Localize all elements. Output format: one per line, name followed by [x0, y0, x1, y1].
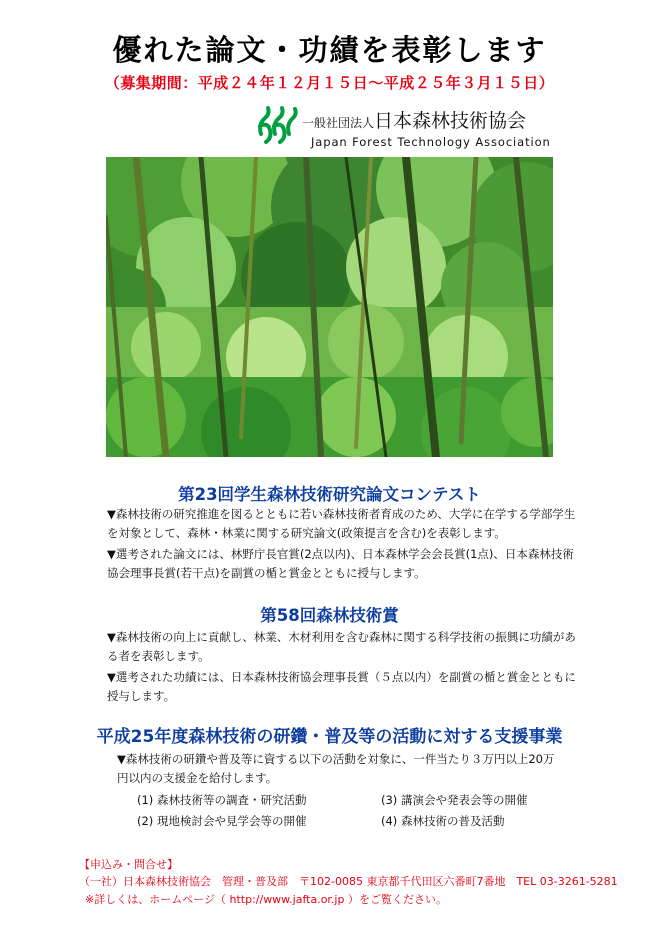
support-item-4: (4) 森林技術の普及活動 — [381, 814, 505, 828]
organization-prefix: 一般社団法人 — [302, 116, 375, 130]
contact-label: 【申込み・問合せ】 — [79, 858, 178, 871]
award-section-title: 第58回森林技術賞 — [260, 606, 399, 625]
support-item-1: (1) 森林技術等の調査・研究活動 — [137, 793, 307, 807]
forest-illustration — [106, 157, 553, 457]
support-item-2: (2) 現地検討会や見学会等の開催 — [137, 814, 307, 828]
organization-logo — [256, 104, 596, 154]
organization-english-name: Japan Forest Technology Association — [311, 135, 551, 149]
jafta-logo-icon — [256, 104, 298, 146]
organization-name — [302, 106, 526, 133]
award-paragraph-2: ▼選考された功績には、日本森林技術協会理事長賞（５点以内）を副賞の楯と賞金とともに授与します。 — [107, 670, 576, 703]
support-section-title: 平成25年度森林技術の研鑽・普及等の活動に対する支援事業 — [96, 727, 563, 747]
contact-details: （一社）日本森林技術協会 管理・普及部 〒102-0085 東京都千代田区六番町7番地 TEL 03-3261-5281 — [79, 875, 618, 888]
award-paragraph-1: ▼森林技術の向上に貢献し、林業、木材利用を含む森林に関する科学技術の振興に功績がある者を表彰します。 — [107, 630, 576, 663]
contest-section-title: 第23回学生森林技術研究論文コンテスト — [178, 485, 481, 504]
organization-main-name: 日本森林技術協会 — [374, 110, 527, 132]
page-title: 優れた論文・功績を表彰します — [112, 33, 547, 67]
contest-paragraph-1: ▼森林技術の研究推進を図るとともに若い森林技術者育成のため、大学に在学する学部学生を対象として、森林・林業に関する研究論文(政策提言を含む)を表彰します。 — [107, 507, 576, 540]
support-item-3: (3) 講演会や発表会等の開催 — [381, 793, 528, 807]
application-period: （募集期間：平成２４年１２月１５日～平成２５年３月１５日） — [104, 74, 555, 92]
contest-paragraph-2: ▼選考された論文には、林野庁長官賞(2点以内)、日本森林学会会長賞(1点)、日本森林技術協会理事長賞(若干点)を副賞の楯と賞金とともに授与します。 — [107, 547, 574, 580]
support-paragraph: ▼森林技術の研鑽や普及等に資する以下の活動を対象に、一件当たり３万円以上20万円以内の支援金を給付します。 — [117, 752, 555, 785]
website-link[interactable]: ※詳しくは、ホームページ（ http://www.jafta.or.jp ）をご覧ください。 — [85, 893, 447, 906]
